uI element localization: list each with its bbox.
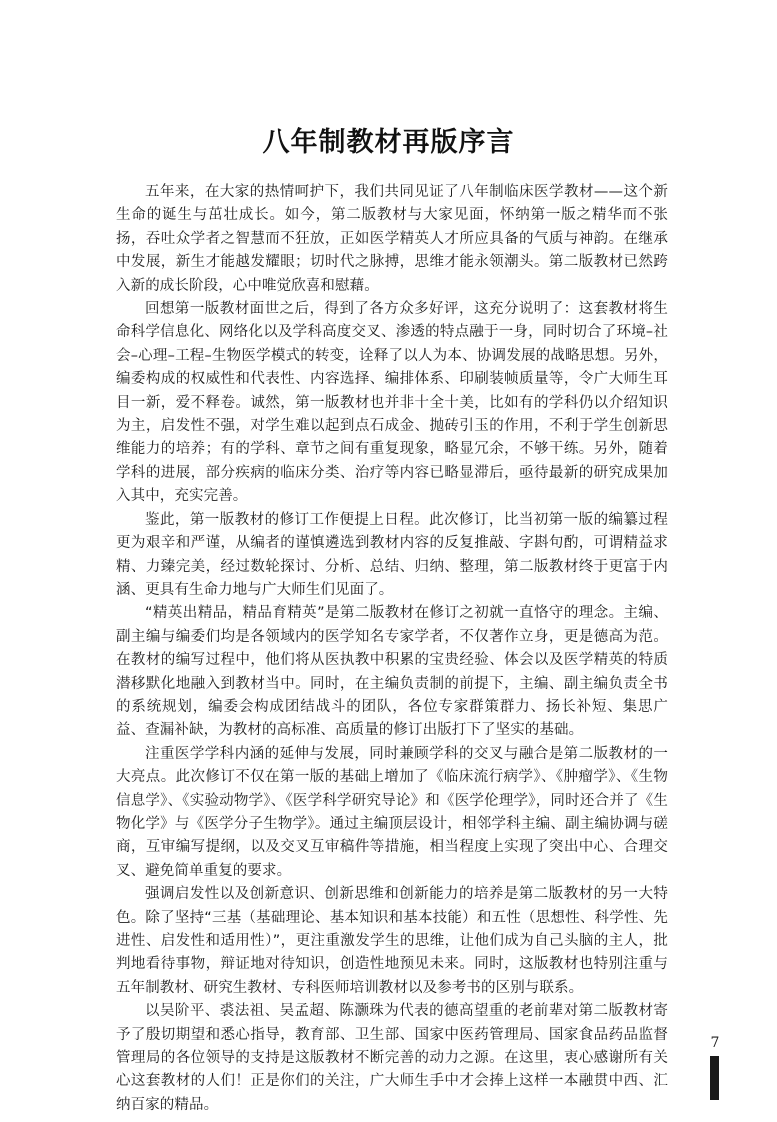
paragraph-6: 强调启发性以及创新意识、创新思维和创新能力的培养是第二版教材的另一大特色。除了坚持“三基（基础理论、基本知识和基本技能）和五性（思想性、科学性、先进性、启发性和适用性）”，更注重激发学生的思维，让他们成为自己头脑的主人，批判地看待事物，辩证地对待知识，创造性地预见未来。同时，这版教材也特别注重与五年制教材、研究生教材、专科医师培训教材以及参考书的区别与联系。 [116,886,668,996]
preface-body [116,181,668,1117]
page-number: 7 [710,1035,720,1051]
paragraph-2: 回想第一版教材面世之后，得到了各方众多好评，这充分说明了：这套教材将生命科学信息化、网络化以及学科高度交叉、渗透的特点融于一身，同时切合了环境–社会–心理–工程–生物医学模式的转变，诠释了以人为本、协调发展的战略思想。另外，编委构成的权威性和代表性、内容选择、编排体系、印刷装帧质量等，令广大师生耳目一新，爱不释卷。诚然，第一版教材也并非十全十美，比如有的学科仍以介绍知识为主，启发性不强，对学生难以起到点石成金、抛砖引玉的作用，不利于学生创新思维能力的培养；有的学科、章节之间有重复现象，略显冗余，不够干练。另外，随着学科的进展，部分疾病的临床分类、治疗等内容已略显滞后，亟待最新的研究成果加入其中，充实完善。 [116,301,668,505]
page-title: 八年制教材再版序言 [262,127,515,158]
paragraph-4: “精英出精品，精品育精英”是第二版教材在修订之初就一直恪守的理念。主编、副主编与编委们均是各领域内的医学知名专家学者，不仅著作立身，更是德高为范。在教材的编写过程中，他们将从医执教中积累的宝贵经验、体会以及医学精英的特质潜移默化地融入到教材当中。同时，在主编负责制的前提下，主编、副主编负责全书的系统规划，编委会构成团结战斗的团队，各位专家群策群力、扬长补短、集思广益、查漏补缺，为教材的高标准、高质量的修订出版打下了坚实的基础。 [116,605,668,739]
paragraph-7: 以吴阶平、裘法祖、吴孟超、陈灏珠为代表的德高望重的老前辈对第二版教材寄予了殷切期望和悉心指导，教育部、卫生部、国家中医药管理局、国家食品药品监督管理局的各位领导的支持是这版教材不断完善的动力之源。在这里，衷心感谢所有关心这套教材的人们！正是你们的关注，广大师生手中才会捧上这样一本融贯中西、汇纳百家的精品。 [116,1003,668,1113]
paragraph-1: 五年来，在大家的热情呵护下，我们共同见证了八年制临床医学教材——这个新生命的诞生与茁壮成长。如今，第二版教材与大家见面，怀纳第一版之精华而不张扬，吞吐众学者之智慧而不狂放，正如医学精英人才所应具备的气质与神韵。在继承中发展，新生才能越发耀眼；切时代之脉搏，思维才能永领潮头。第二版教材已然跨入新的成长阶段，心中唯觉欣喜和慰藉。 [116,184,668,294]
paragraph-3: 鉴此，第一版教材的修订工作便提上日程。此次修订，比当初第一版的编纂过程更为艰辛和严谨，从编者的谨慎遴选到教材内容的反复推敲、字斟句酌，可谓精益求精、力臻完美，经过数轮探讨、分析、总结、归纳、整理，第二版教材终于更富于内涵、更具有生命力地与广大师生们见面了。 [116,511,668,598]
section-thumb-tab [710,1056,719,1100]
paragraph-5: 注重医学学科内涵的延伸与发展，同时兼顾学科的交叉与融合是第二版教材的一大亮点。此次修订不仅在第一版的基础上增加了《临床流行病学》、《肿瘤学》、《生物信息学》、《实验动物学》、《医学科学研究导论》和《医学伦理学》，同时还合并了《生物化学》与《医学分子生物学》。通过主编顶层设计，相邻学科主编、副主编协调与磋商，互审编写提纲，以及交叉互审稿件等措施，相当程度上实现了突出中心、合理交叉、避免简单重复的要求。 [116,745,668,879]
